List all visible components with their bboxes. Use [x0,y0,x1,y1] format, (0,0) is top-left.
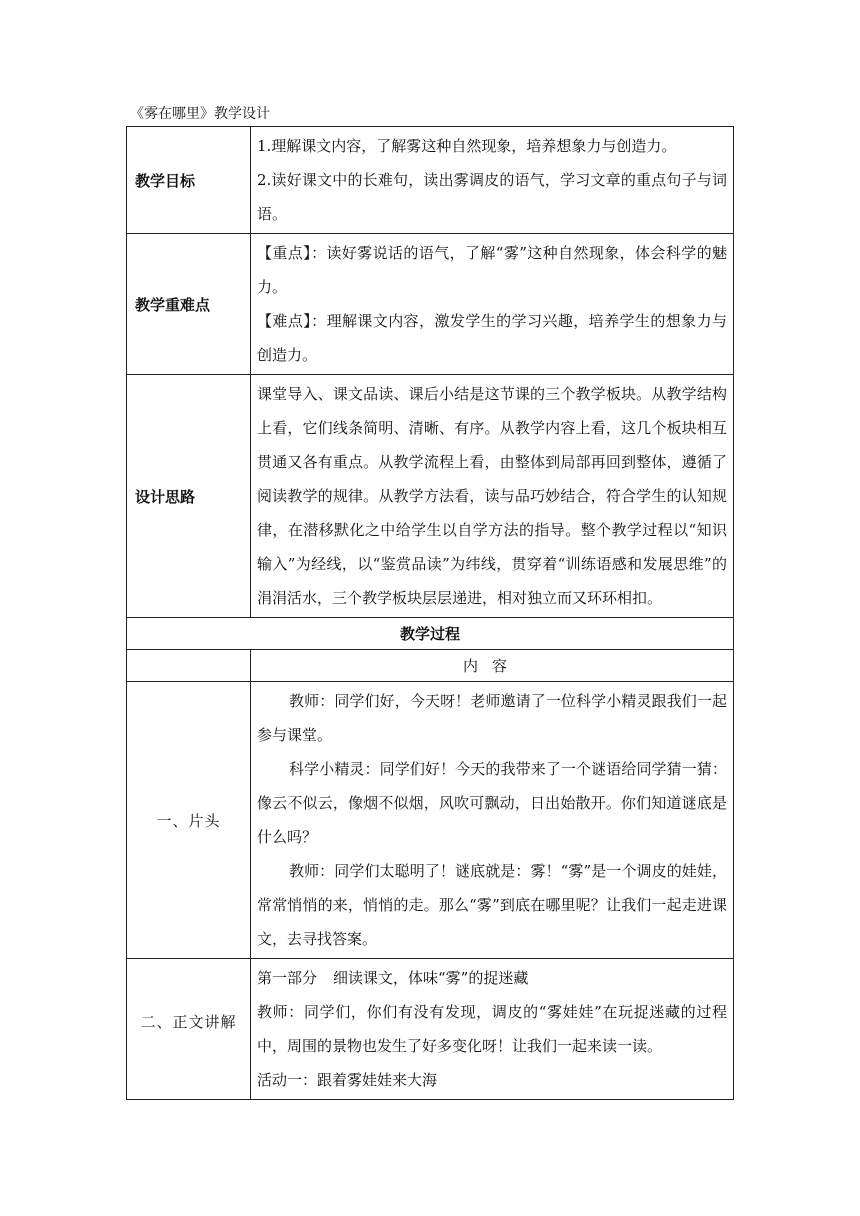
content-heading-row [127,650,734,682]
lesson-plan-table [126,126,734,1100]
goals-row [127,127,734,234]
process-heading-row [127,618,734,650]
part-label: 第一部分 [257,969,318,987]
main-text-content [251,959,734,1100]
opening-content [251,682,734,959]
main-text-row [127,959,734,1100]
focus-point [257,236,727,304]
content-heading-blank [127,650,251,682]
document-title: 《雾在哪里》教学设计 [130,106,270,122]
goal-item-1: 1.理解课文内容，了解雾这种自然现象，培养想象力与创造力。 [257,137,677,155]
focus-tag: 【重点】 [257,244,312,262]
opening-paragraph-3: 教师：同学们太聪明了！谜底就是：雾！“雾”是一个调皮的娃娃，常常悄悄的来，悄悄的走。那么“雾”到底在哪里呢？让我们一起走进课文，去寻找答案。 [257,862,727,948]
opening-row [127,682,734,959]
difficulty-text: ：理解课文内容，激发学生的学习兴趣，培养学生的想象力与创造力。 [257,312,727,364]
design-content [251,375,734,618]
goal-item-2: 2.读好课文中的长难句，读出雾调皮的语气，学习文章的重点句子与词语。 [257,171,727,223]
content-heading: 内容 [251,650,734,682]
key-points-row [127,234,734,375]
design-text: 课堂导入、课文品读、课后小结是这节课的三个教学板块。从教学结构上看，它们线条简明、清晰、有序。从教学内容上看，这几个板块相互贯通又各有重点。从教学流程上看，由整体到局部再回到整体，遵循了阅读教学的规律。从教学方法看，读与品巧妙结合，符合学生的认知规律，在潜移默化之中给学生以自学方法的指导。整个教学过程以“知识输入”为经线，以“鉴赏品读”为纬线，贯穿着“训练语感和发展思维”的涓涓活水，三个教学板块层层递进，相对独立而又环环相扣。 [257,385,727,607]
goals-label: 教学目标 [127,127,251,234]
difficulty-tag: 【难点】 [257,312,312,330]
main-text-label: 二、正文讲解 [127,959,251,1100]
opening-paragraph-1: 教师：同学们好，今天呀！老师邀请了一位科学小精灵跟我们一起参与课堂。 [257,692,727,744]
design-label: 设计思路 [127,375,251,618]
focus-text: ：读好雾说话的语气，了解“雾”这种自然现象，体会科学的魅力。 [257,244,727,296]
goals-content [251,127,734,234]
opening-paragraph-2: 科学小精灵：同学们好！今天的我带来了一个谜语给同学猜一猜：像云不似云，像烟不似烟，风吹可飘动，日出始散开。你们知道谜底是什么吗？ [257,760,727,846]
design-row [127,375,734,618]
difficulty-point [257,304,727,372]
main-intro: 教师：同学们，你们有没有发现，调皮的“雾娃娃”在玩捉迷藏的过程中，周围的景物也发生了好多变化呀！让我们一起来读一读。 [257,1003,727,1055]
process-heading: 教学过程 [127,618,734,650]
opening-label: 一、片头 [127,682,251,959]
activity-one: 活动一：跟着雾娃娃来大海 [257,1071,438,1089]
key-points-content [251,234,734,375]
part-title: 细读课文，体味“雾”的捉迷藏 [333,969,529,987]
key-points-label: 教学重难点 [127,234,251,375]
part-heading [257,961,727,995]
